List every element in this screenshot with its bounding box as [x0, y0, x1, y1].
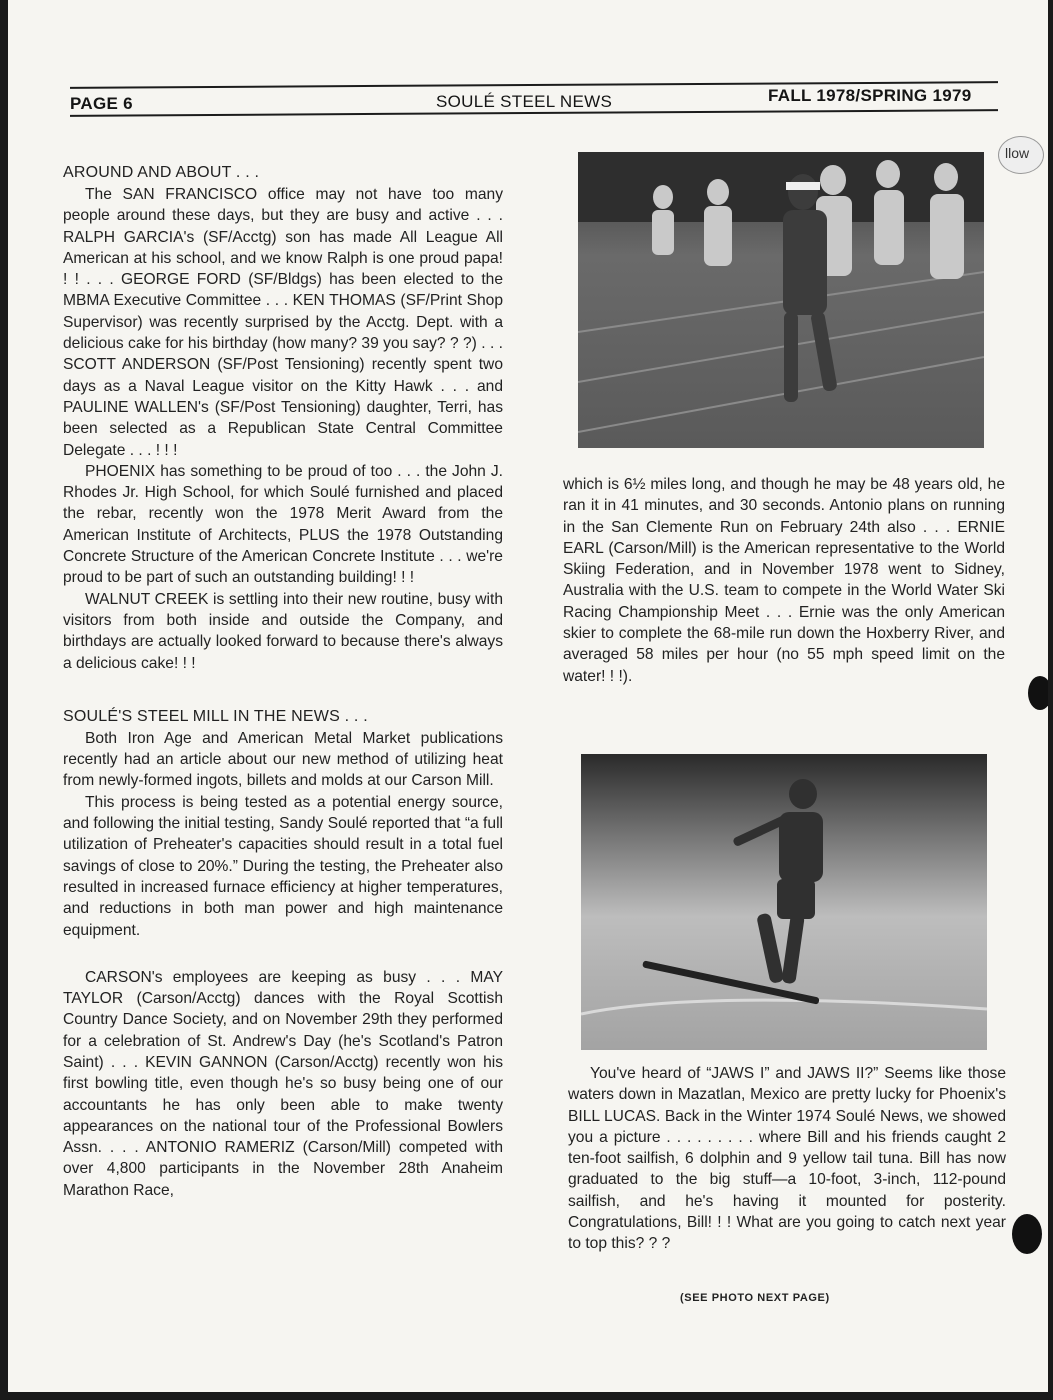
binder-hole [1012, 1214, 1042, 1254]
left-column [63, 162, 503, 1201]
issue-date: FALL 1978/SPRING 1979 [768, 86, 972, 105]
index-tab [998, 136, 1044, 174]
right-column-bottom [568, 1063, 1006, 1255]
right-column-top [563, 474, 1005, 687]
steel-mill-paragraph-1: Both Iron Age and American Metal Market publications recently had an article about our new method of utilizing heat from newly-formed ingots, billets and molds at our Carson Mill. [63, 729, 503, 790]
newsletter-page [8, 0, 1048, 1392]
jaws-paragraph: You've heard of “JAWS I” and JAWS II?” Seems like those waters down in Mazatlan, Mexico are pretty lucky for Phoenix's BILL LUCAS. Back in the Winter 1974 Soulé News, we showed you a picture . . . . . . . . . where Bill and his friends caught 2 ten-foot sailfish, 6 dolphin and 9 yellow tail tuna. Bill has now graduated to the big stuff—a 10-foot, 3-inch, 112-pound sailfish, and he's having it mounted for posterity. Congratulations, Bill! ! ! What are you going to catch next year to top this? ? ? [568, 1065, 1006, 1253]
steel-mill-paragraph-2: This process is being tested as a potential energy source, and following the initial testing, Sandy Soulé reported that “a full utilization of Preheater's capacities should result in a total fuel savings of close to 20%.” During the testing, the Preheater also resulted in increased furnace efficiency at higher temperatures, and reductions in both man power and high maintenance equipment. [63, 793, 503, 939]
carson-paragraph: CARSON's employees are keeping as busy . . . MAY TAYLOR (Carson/Acctg) dances with the Royal Scottish Country Dance Society, and on November 29th they performed for a celebration of St. Andrew's Day (he's Scotland's Patron Saint) . . . KEVIN GANNON (Carson/Acctg) recently won his first bowling title, even though he's so busy being one of our accountants he has only been able to make twenty appearances on the national tour of the Professional Bowlers Assn. . . . ANTONIO RAMERIZ (Carson/Mill) competed with over 4,800 participants in the November 28th Anaheim Marathon Race, [63, 968, 503, 1199]
water-skier-illustration [581, 754, 987, 1050]
index-tab-label: llow [1005, 145, 1030, 161]
marathon-continued-paragraph: which is 6½ miles long, and though he may be 48 years old, he ran it in 41 minutes, and 30 seconds. Antonio plans on running in the San Clemente Run on February 24th also . . . ERNIE EARL (Carson/Mill) is the American representative to the World Skiing Federation, and in November 1978 went to Sidney, Australia with the U.S. team to compete in the World Water Ski Racing Championship Meet . . . Ernie was the only American skier to complete the 68-mile run down the Hoxberry River, and averaged 58 miles per hour (no 55 mph speed limit on the water! ! !). [563, 476, 1005, 685]
binder-hole [1028, 676, 1048, 710]
steel-mill-heading: SOULÉ'S STEEL MILL IN THE NEWS . . . [63, 707, 368, 725]
marathon-runners-photo [578, 152, 984, 448]
water-skier-photo [581, 754, 987, 1050]
photo-caption: (SEE PHOTO NEXT PAGE) [680, 1292, 830, 1304]
page-number: PAGE 6 [70, 94, 133, 113]
marathon-runners-illustration [578, 152, 984, 448]
around-and-about-heading: AROUND AND ABOUT . . . [63, 164, 260, 181]
around-paragraph-sf: The SAN FRANCISCO office may not have too many people around these days, but they are busy and active . . . RALPH GARCIA's (SF/Acctg) son has made All League All American at his school, and we know Ralph is one proud papa! ! ! . . . GEORGE FORD (SF/Bldgs) has been elected to the MBMA Executive Committee . . . KEN THOMAS (SF/Print Shop Supervisor) was recently surprised by the Acctg. Dept. with a delicious cake for his birthday (how many? 39 you say? ? ?) . . . SCOTT ANDERSON (SF/Post Tensioning) recently spent two days as a Naval League visitor on the Kitty Hawk . . . and PAULINE WALLEN's (SF/Post Tensioning) daughter, Terri, has been selected as a Republican State Central Committee Delegate . . . ! ! ! [63, 186, 503, 459]
newsletter-title: SOULÉ STEEL NEWS [436, 92, 613, 111]
around-paragraph-phoenix: PHOENIX has something to be proud of too . . . the John J. Rhodes Jr. High School, for which Soulé furnished and placed the rebar, recently won the 1978 Merit Award from the American Institute of Architects, PLUS the 1978 Outstanding Concrete Structure of the American Concrete Institute . . . we're proud to be part of such an outstanding building! ! ! [63, 462, 503, 587]
around-paragraph-walnut-creek: WALNUT CREEK is settling into their new routine, busy with visitors from both inside and outside the Company, and birthdays are actually looked forward to because there's always a delicious cake! ! ! [63, 590, 503, 672]
